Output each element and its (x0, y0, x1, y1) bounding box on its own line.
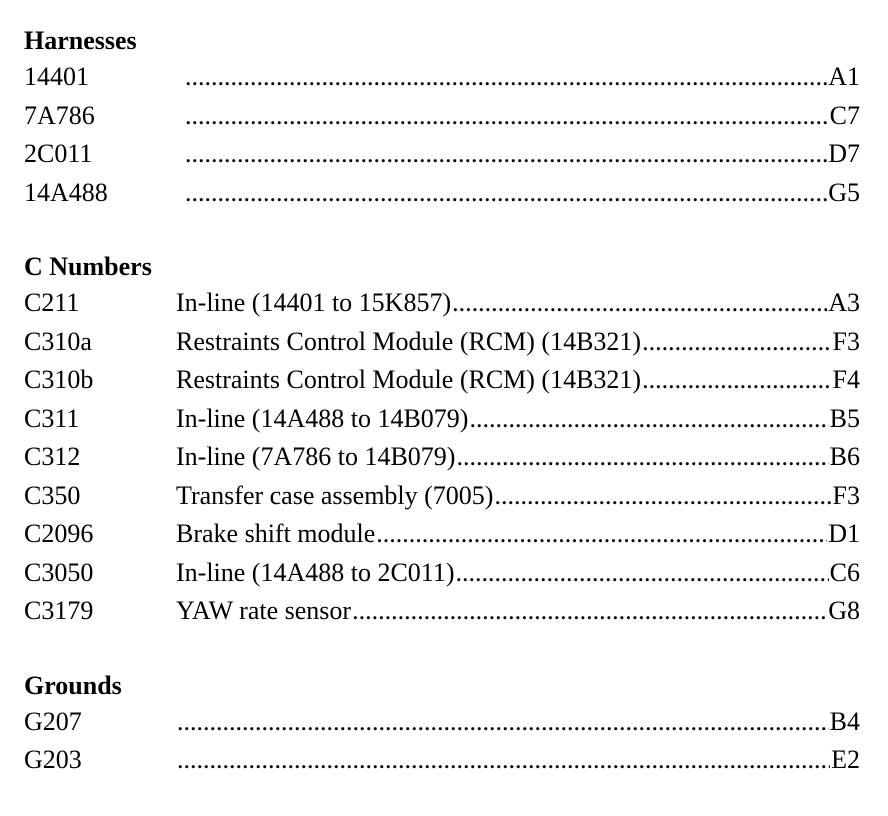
item-code: 14401 (24, 62, 89, 91)
dot-leader (642, 323, 831, 362)
section-title: Grounds (24, 670, 122, 700)
item-description: Brake shift module (176, 519, 376, 548)
index-row (24, 284, 860, 323)
grid-reference: F3 (832, 480, 860, 510)
index-row (24, 174, 860, 213)
grid-reference: E2 (831, 745, 860, 774)
item-description: Restraints Control Module (RCM) (14B321) (176, 326, 642, 356)
grid-reference: D7 (828, 139, 860, 168)
index-row (24, 438, 860, 477)
item-code: C3050 (24, 557, 94, 587)
item-code: 7A786 (24, 100, 95, 130)
index-row (24, 741, 860, 780)
index-row (24, 477, 860, 516)
grid-reference: C6 (829, 557, 860, 587)
index-row (24, 554, 860, 593)
dot-leader (494, 477, 831, 516)
grid-reference: C7 (829, 100, 860, 130)
item-description: In-line (14A488 to 2C011) (176, 557, 455, 587)
item-description: In-line (7A786 to 14B079) (176, 442, 456, 471)
index-row (24, 361, 860, 400)
item-code: G203 (24, 745, 82, 774)
grid-reference: B4 (829, 706, 860, 736)
index-row (24, 592, 860, 631)
item-description: Restraints Control Module (RCM) (14B321) (176, 365, 642, 394)
dot-leader (185, 135, 827, 174)
grid-reference: A3 (828, 288, 860, 317)
dot-leader (185, 174, 827, 213)
dot-leader (456, 438, 828, 477)
grid-reference: G8 (828, 596, 860, 625)
grid-reference: A1 (828, 62, 860, 91)
section-harnesses (24, 24, 860, 212)
connector-index (24, 24, 860, 780)
index-row (24, 400, 860, 439)
item-code: C3179 (24, 596, 94, 625)
index-row (24, 703, 860, 742)
grid-reference: F3 (832, 326, 860, 356)
dot-leader (456, 554, 829, 593)
item-code: C311 (24, 403, 80, 433)
dot-leader (185, 97, 829, 136)
item-description: In-line (14A488 to 14B079) (176, 403, 469, 433)
index-row (24, 323, 860, 362)
item-code: C350 (24, 480, 81, 510)
dot-leader (642, 361, 831, 400)
item-code: C211 (24, 288, 80, 317)
item-code: 2C011 (24, 139, 93, 168)
dot-leader (177, 741, 830, 780)
item-description: YAW rate sensor (176, 596, 352, 625)
item-code: C310b (24, 365, 94, 394)
item-code: C2096 (24, 519, 94, 548)
section-grounds (24, 669, 860, 780)
section-title: Harnesses (24, 26, 137, 55)
dot-leader (452, 284, 827, 323)
dot-leader (469, 400, 828, 439)
index-row (24, 515, 860, 554)
index-row (24, 58, 860, 97)
item-description: In-line (14401 to 15K857) (176, 288, 452, 317)
index-row (24, 135, 860, 174)
section-c-numbers (24, 250, 860, 631)
grid-reference: B6 (829, 442, 860, 471)
item-code: 14A488 (24, 177, 108, 207)
item-code: C312 (24, 442, 81, 471)
item-description: Transfer case assembly (7005) (176, 480, 494, 510)
dot-leader (376, 515, 827, 554)
grid-reference: B5 (829, 403, 860, 433)
dot-leader (352, 592, 827, 631)
item-code: G207 (24, 706, 82, 736)
dot-leader (185, 58, 827, 97)
grid-reference: D1 (828, 519, 860, 548)
dot-leader (177, 703, 829, 742)
grid-reference: G5 (828, 177, 860, 207)
index-row (24, 97, 860, 136)
item-code: C310a (24, 326, 92, 356)
grid-reference: F4 (832, 365, 860, 394)
section-title: C Numbers (24, 252, 152, 281)
